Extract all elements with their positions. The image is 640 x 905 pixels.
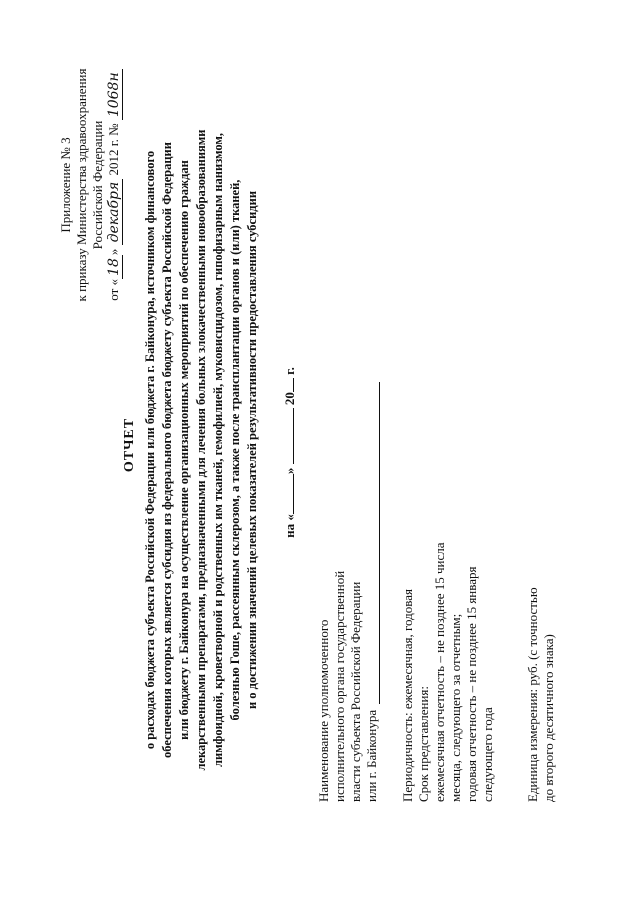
- report-line-3: или бюджету г. Байконура на осуществление организационных мероприятий по обеспечению граждан: [177, 160, 191, 740]
- periodicity-line-3: ежемесячная отчетность – не позднее 15 числа: [432, 542, 447, 802]
- annex-number-handwritten: 1068н: [106, 69, 123, 120]
- organization-name-field[interactable]: [379, 382, 380, 704]
- organization-block: [316, 382, 380, 802]
- report-date-line: [282, 0, 298, 905]
- annex-block: [58, 45, 122, 325]
- report-line-7: и о достижении значений целевых показателей результативности предоставления субсидии: [245, 190, 259, 710]
- organization-line-3: власти субъекта Российской Федерации: [348, 581, 363, 802]
- report-line-4: лекарственными препаратами, предназначенными для лечения больных злокачественными новообразованиями: [194, 129, 208, 771]
- annex-line-1: Приложение № 3: [58, 137, 73, 233]
- units-line-2: до второго десятичного знака): [541, 634, 556, 802]
- periodicity-line-5: годовая отчетность – не позднее 15 января: [464, 566, 479, 802]
- annex-quote-close: »: [106, 248, 121, 256]
- report-date-year: 20: [282, 392, 297, 406]
- report-day-blank: [293, 474, 294, 514]
- report-date-quote: »: [282, 467, 297, 475]
- periodicity-line-6: следующего года: [480, 707, 495, 802]
- annex-day-handwritten: 18: [106, 255, 123, 279]
- annex-date-line: [106, 45, 122, 325]
- report-line-2: обеспечения которых является субсидия из федерального бюджета бюджету субъекта Российской Федерации: [160, 142, 174, 758]
- report-month-blank: [293, 408, 294, 464]
- annex-line-3: Российской Федерации: [90, 120, 105, 250]
- report-description: [142, 50, 261, 850]
- organization-line-1: Наименование уполномоченного: [316, 619, 331, 802]
- annex-line-2: к приказу Министерства здравоохранения: [74, 68, 89, 302]
- report-date-prefix: на «: [282, 514, 297, 538]
- periodicity-line-2: Срок представления:: [416, 685, 431, 802]
- report-date-suffix: г.: [282, 367, 297, 375]
- report-line-1: о расходах бюджета субъекта Российской Федерации или бюджета г. Байконура, источником финансового: [143, 150, 157, 750]
- annex-month-handwritten: декабря: [106, 179, 123, 246]
- annex-year-text: 2012 г. №: [106, 123, 121, 176]
- organization-line-4: [364, 382, 380, 802]
- organization-line-2: исполнительного органа государственной: [332, 570, 347, 802]
- report-line-5: лимфоидной, кроветворной и родственных им тканей, гемофилией, муковисцидозом, гипофизарным нанизмом,: [211, 132, 225, 768]
- annex-date-prefix: от «: [106, 278, 121, 301]
- periodicity-line-4: месяца, следующего за отчетным;: [448, 613, 463, 802]
- organization-line-4-text: или г. Байконура: [364, 709, 379, 802]
- periodicity-line-1: Периодичность: ежемесячная, годовая: [400, 588, 415, 802]
- periodicity-block: [400, 542, 496, 802]
- units-block: [525, 587, 557, 802]
- report-line-6: болезнью Гоше, рассеянным склерозом, а также после трансплантации органов и (или) тканей,: [228, 179, 242, 721]
- units-line-1: Единица измерения: руб. (с точностью: [525, 587, 540, 802]
- report-title: ОТЧЕТ: [122, 417, 137, 473]
- report-year-blank: [293, 378, 294, 392]
